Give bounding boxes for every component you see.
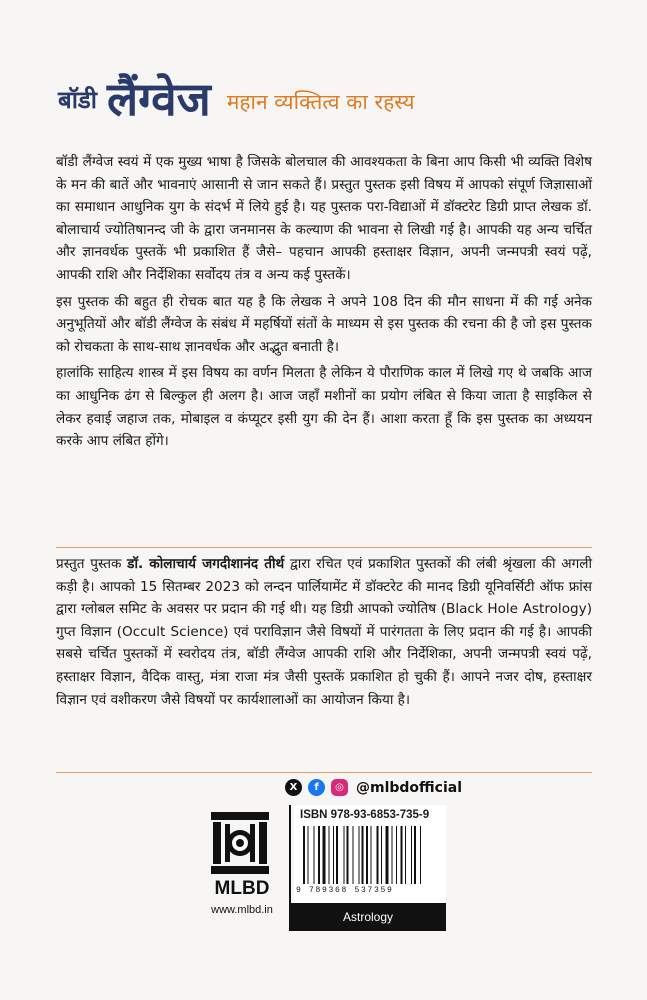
social-handle: @mlbdofficial: [356, 779, 463, 796]
publisher-name: MLBD: [214, 878, 270, 899]
blurb-paragraph: हालांकि साहित्य शास्त्र में इस विषय का वर्णन मिलता है लेकिन ये पौराणिक काल में लिखे गए थे जबकि आज का आधुनिक ढंग से बिल्कुल ही अलग है। आज जहाँ मशीनों का प्रयोग लंबित से किया जाता है साइकिल से लेकर हवाई जहाज तक, मोबाइल व कंप्यूटर इसी युग की देन हैं। आशा करता हूँ कि इस पुस्तक का अध्ययन करके आप लंबित होंगे।: [56, 365, 592, 450]
barcode-digits: 9 789368 537359: [296, 886, 394, 895]
divider: [56, 547, 592, 548]
title-prefix: बॉडी: [58, 86, 97, 114]
publisher-logo: [205, 808, 275, 878]
barcode: [303, 826, 441, 884]
bio-rest: द्वारा रचित एवं प्रकाशित पुस्तकों की लंबी श्रृंखला की अगली कड़ी है। आपको 15 सितम्बर 2023 को लन्दन पार्लियामेंट में डॉक्टरेट की मानद डिग्री यूनिवर्सिटी ऑफ फ्रांस द्वारा ग्लोबल समिट के अवसर पर प्रदान की गई थी। यह डिग्री आपको ज्योतिष (Black Hole Astrology) गुप्त विज्ञान (Occult Science) एवं पराविज्ञान जैसे विषयों में पारंगतता के लिए प्रदान की गई है। आपकी सबसे चर्चित पुस्तकों में स्वरोदय तंत्र, बॉडी लैंग्वेज आपकी राशि और निर्देशिका, अपनी जन्मपत्री स्वयं पढ़ें, हस्ताक्षर विज्ञान, वैदिक वास्तु, मंत्रा राजा मंत्र जैसी पुस्तकें प्रकाशित हो चुकी हैं। आपने नजर दोष, हस्ताक्षर विज्ञान एवं वशीकरण जैसे विषयों पर कार्यशालाओं का आयोजन किया है।: [56, 556, 593, 708]
bio-paragraph: [56, 553, 592, 711]
author-name: डॉ. कोलाचार्य जगदीशानंद तीर्थ: [127, 556, 285, 572]
genre-label: Astrology: [291, 903, 446, 931]
blurb-paragraph: इस पुस्तक की बहुत ही रोचक बात यह है कि लेखक ने अपने 108 दिन की मौन साधना में की गई अनेक अनुभूतियों और बॉडी लैंग्वेज के संबंध में महर्षियों संतों के माध्यम से इस पुस्तक की रचना की है जो इस पुस्तक को रोचकता के साथ-साथ ज्ञानवर्धक और अद्भुत बनाती है।: [56, 293, 592, 355]
book-title: [58, 72, 415, 126]
isbn-label: ISBN 978-93-6853-735-9: [300, 809, 430, 821]
divider: [56, 772, 592, 773]
title-subtitle: महान व्यक्तित्व का रहस्य: [226, 90, 415, 114]
x-icon: X: [285, 779, 302, 796]
social-links: [285, 779, 462, 796]
instagram-icon: ◎: [331, 779, 348, 796]
blurb-text: [56, 151, 592, 457]
publisher-website[interactable]: www.mlbd.in: [211, 904, 273, 916]
title-main: लैंग्वेज: [106, 72, 211, 126]
author-bio: [56, 553, 592, 715]
facebook-icon: f: [308, 779, 325, 796]
bio-lead: प्रस्तुत पुस्तक: [56, 556, 122, 572]
blurb-paragraph: बॉडी लैंग्वेज स्वयं में एक मुख्य भाषा है जिसके बोलचाल की आवश्यकता के बिना आप किसी भी व्यक्ति विशेष के मन की बातें और भावनाएं आसानी से जान सकते हैं। प्रस्तुत पुस्तक इसी विषय में आपको संपूर्ण जिज्ञासाओं का समाधान आधुनिक युग के संदर्भ में लिये हुई है। यह पुस्तक परा-विद्याओं में डॉक्टरेट डिग्री प्राप्त लेखक डॉ. बोलाचार्य ज्योतिषानन्द जी के द्वारा जनमानस के कल्याण की भावना से लिखी गई है। आपकी यह अन्य चर्चित और ज्ञानवर्धक पुस्तकें भी प्रकाशित हैं जैसे– पहचान आपकी हस्ताक्षर विज्ञान, अपनी जन्मपत्री स्वयं पढ़ें, आपकी राशि और निर्देशिका सर्वोदय तंत्र व अन्य कई पुस्तकें।: [56, 154, 592, 283]
